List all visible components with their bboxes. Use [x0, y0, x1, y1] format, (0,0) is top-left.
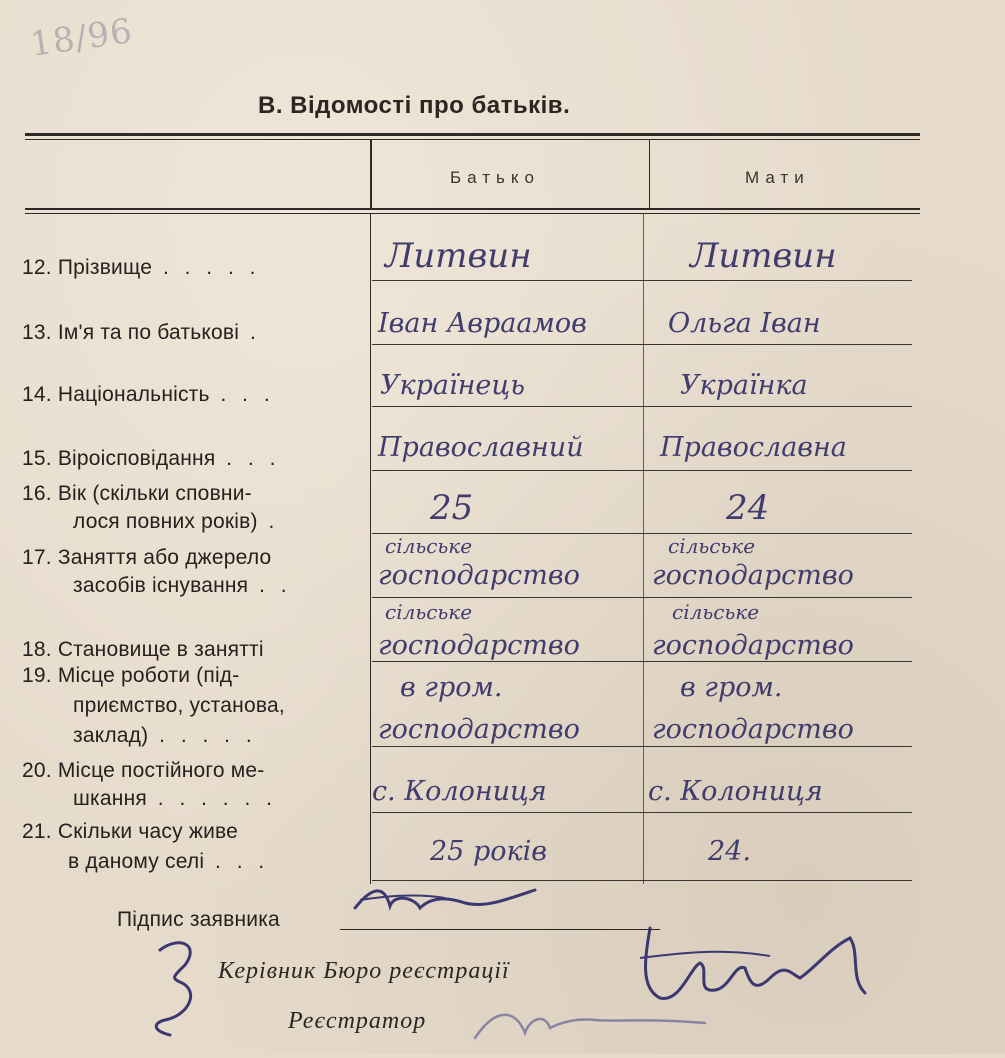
father-age: 25 [430, 488, 474, 528]
applicant-signature-label: Підпис заявника [117, 908, 280, 931]
top-rule-thin [25, 139, 920, 140]
head-of-bureau-label: Керівник Бюро реєстрації [218, 958, 510, 984]
father-position-1: сільське [385, 600, 473, 624]
column-divider-left-body [370, 214, 371, 884]
row-line [372, 661, 912, 662]
registrar-signature [465, 998, 715, 1058]
mother-name: Ольга Іван [668, 308, 821, 339]
father-time-in-village: 25 років [430, 836, 547, 867]
row-label-workplace-2: приємство, установа, [73, 694, 285, 717]
father-religion: Православний [378, 432, 584, 463]
mother-workplace-2: господарство [652, 714, 854, 745]
column-divider-middle-body [643, 214, 644, 884]
header-rule-thin [25, 213, 920, 214]
mother-position-2: господарство [652, 630, 854, 661]
registrar-label: Реєстратор [288, 1008, 427, 1034]
mother-religion: Православна [660, 432, 847, 463]
row-label-residence-2: шкання . . . . . . [73, 787, 277, 810]
father-workplace-2: господарство [378, 714, 580, 745]
mother-workplace-1: в гром. [680, 672, 783, 703]
mother-time-in-village: 24. [708, 836, 751, 867]
father-position-2: господарство [378, 630, 580, 661]
top-rule [25, 133, 920, 136]
row-label-religion: 15. Віроісповідання . . . [22, 447, 281, 470]
mother-nationality: Українка [680, 370, 808, 401]
father-surname: Литвин [385, 236, 532, 276]
father-name: Іван Авраамов [378, 308, 587, 339]
mother-age: 24 [726, 488, 770, 528]
row-label-residence: 20. Місце постійного ме- [22, 759, 265, 782]
row-label-surname: 12. Прізвище . . . . . [22, 256, 261, 279]
father-occupation-1: сільське [385, 534, 473, 558]
section-title: В. Відомості про батьків. [258, 92, 571, 119]
father-nationality: Українець [380, 370, 525, 401]
father-occupation-2: господарство [378, 560, 580, 591]
mother-residence: с. Колониця [648, 776, 823, 807]
row-line [372, 280, 912, 281]
archive-number: 18/96 [27, 11, 136, 65]
row-label-nationality: 14. Національність . . . [22, 383, 275, 406]
mother-surname: Литвин [690, 236, 837, 276]
row-label-occupation: 17. Заняття або джерело [22, 546, 272, 569]
applicant-signature [345, 878, 545, 928]
father-residence: с. Колониця [372, 776, 547, 807]
row-line [372, 597, 912, 598]
row-label-workplace: 19. Місце роботи (під- [22, 664, 240, 687]
mother-occupation-1: сільське [668, 534, 756, 558]
row-line [372, 470, 912, 471]
row-label-workplace-3: заклад) . . . . . [73, 724, 257, 747]
margin-mark [140, 930, 210, 1040]
row-label-time-in-village-2: в даному селі . . . [68, 850, 270, 873]
row-label-name-patronymic: 13. Ім'я та по батькові . [22, 321, 261, 344]
row-label-occupation-2: засобів існування . . [73, 574, 292, 597]
row-line [372, 812, 912, 813]
mother-occupation-2: господарство [652, 560, 854, 591]
row-line [372, 406, 912, 407]
row-label-time-in-village: 21. Скільки часу живе [22, 820, 239, 843]
row-label-age-2: лося повних років) . [73, 510, 280, 533]
column-divider-left [370, 140, 372, 210]
row-label-position: 18. Становище в занятті [22, 638, 264, 661]
column-header-mother: Мати [745, 168, 810, 187]
header-rule [25, 208, 920, 210]
father-workplace-1: в гром. [400, 672, 503, 703]
row-label-age: 16. Вік (скільки сповни- [22, 482, 252, 505]
column-divider-middle [649, 140, 650, 210]
row-line [372, 746, 912, 747]
column-header-father: Батько [450, 168, 540, 187]
mother-position-1: сільське [672, 600, 760, 624]
row-line [372, 344, 912, 345]
